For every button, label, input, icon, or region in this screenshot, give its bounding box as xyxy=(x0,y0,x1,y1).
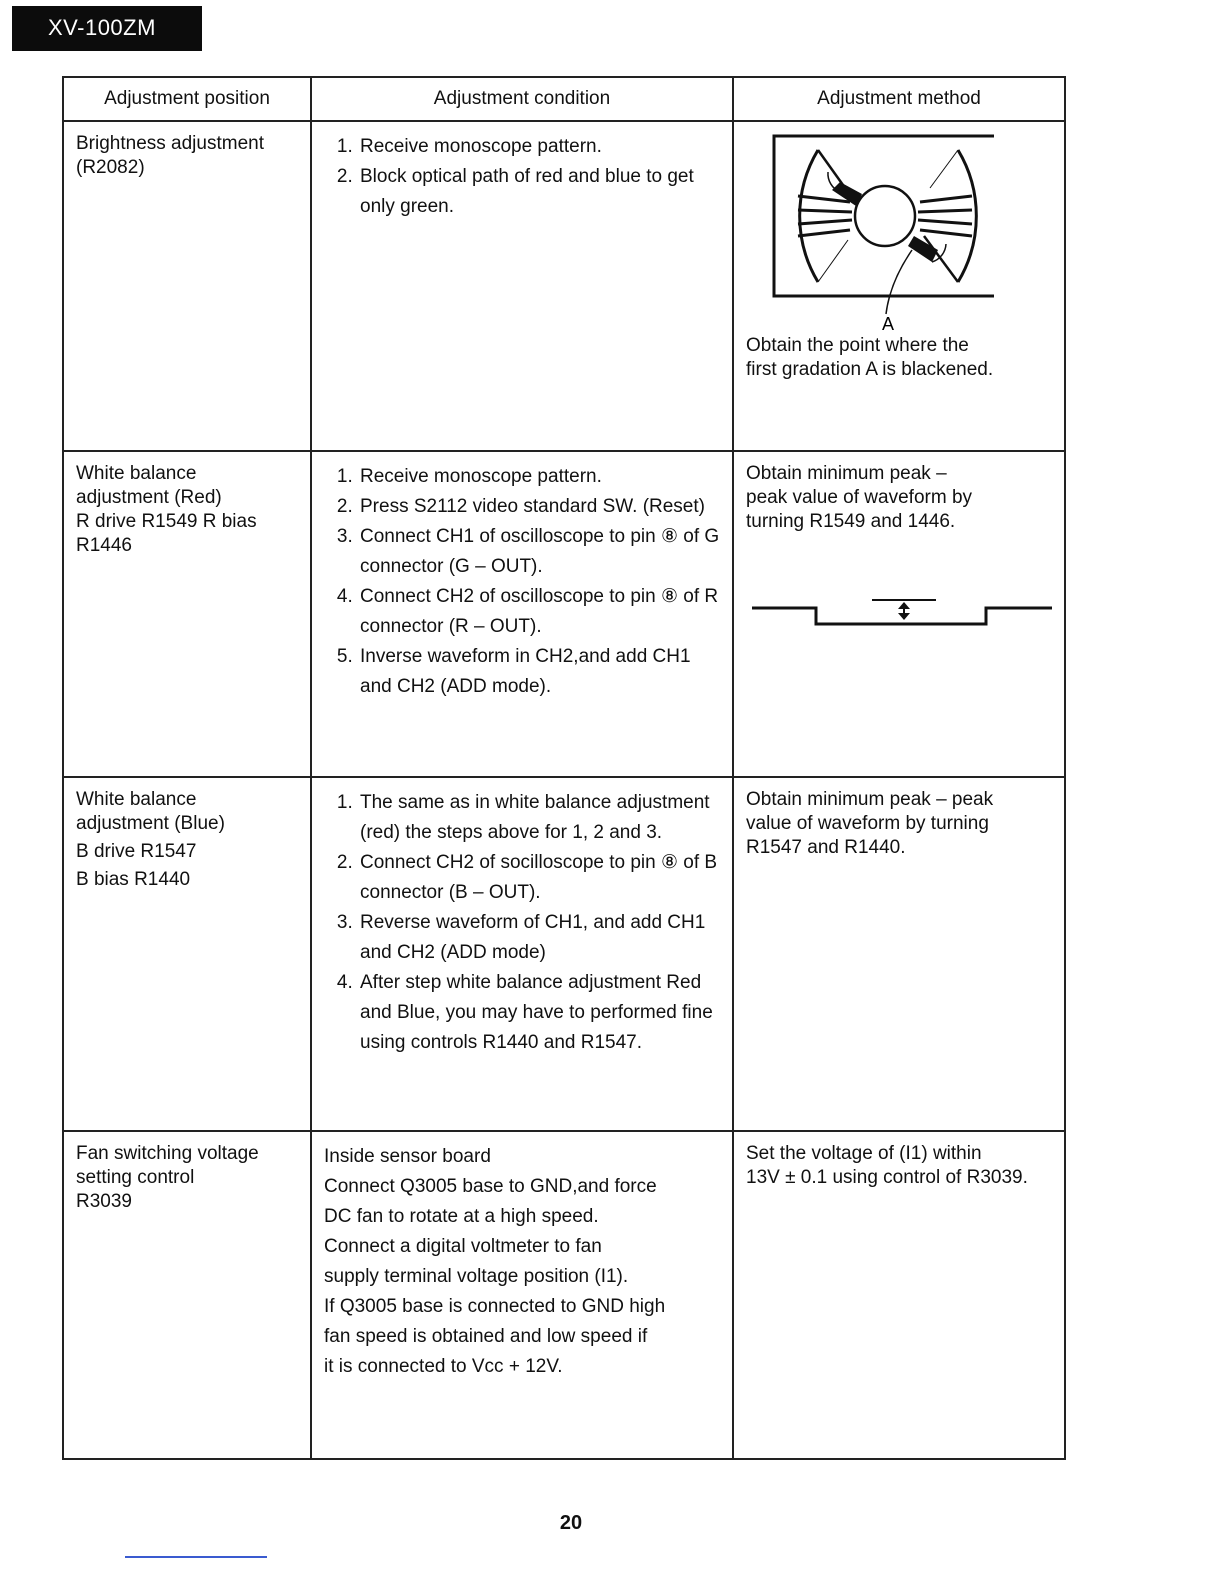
method-cell xyxy=(733,121,1065,451)
model-label: XV-100ZM xyxy=(12,6,202,51)
condition-lines xyxy=(324,1142,722,1382)
condition-line: it is connected to Vcc + 12V. xyxy=(324,1356,563,1377)
method-text xyxy=(746,462,1054,534)
condition-steps xyxy=(324,462,722,702)
condition-line: Inside sensor board xyxy=(324,1146,491,1167)
position-line: B bias R1440 xyxy=(76,869,191,890)
condition-cell xyxy=(311,1131,733,1459)
position-line: White balance xyxy=(76,789,197,810)
condition-step: 2. Connect CH2 of socilloscope to pin ⑧ of B connector (B – OUT). xyxy=(358,848,722,908)
method-line: 13V ± 0.1 using control of R3039. xyxy=(746,1167,1028,1188)
method-line: R1547 and R1440. xyxy=(746,837,906,858)
table-row xyxy=(63,121,1065,451)
position-line: R drive R1549 R bias xyxy=(76,511,257,532)
condition-step: 1. Receive monoscope pattern. xyxy=(358,132,722,162)
condition-step: 4. After step white balance adjustment Red and Blue, you may have to performed fine using controls R1440 and R1547. xyxy=(358,968,722,1058)
left-line xyxy=(798,210,852,212)
upper-right-ray xyxy=(930,150,958,188)
condition-cell xyxy=(311,451,733,777)
method-text xyxy=(746,788,1054,860)
method-line: value of waveform by turning xyxy=(746,813,989,834)
condition-step: 1. Receive monoscope pattern. xyxy=(358,462,722,492)
footer-rule xyxy=(125,1556,267,1558)
table-row xyxy=(63,1131,1065,1459)
method-line: Set the voltage of (I1) within xyxy=(746,1143,982,1164)
left-line xyxy=(798,220,852,224)
right-line xyxy=(918,220,972,224)
method-text xyxy=(746,334,1054,382)
condition-step: 2. Press S2112 video standard SW. (Reset) xyxy=(358,492,722,522)
position-line: adjustment (Blue) xyxy=(76,813,225,834)
right-line xyxy=(920,230,972,236)
arrow-up-icon xyxy=(898,602,910,609)
method-cell xyxy=(733,777,1065,1131)
position-line: adjustment (Red) xyxy=(76,487,222,508)
condition-steps xyxy=(324,788,722,1058)
table-row xyxy=(63,777,1065,1131)
waveform-diagram xyxy=(750,592,1054,632)
condition-step: 2. Block optical path of red and blue to get only green. xyxy=(358,162,722,222)
table-header-row xyxy=(63,77,1065,121)
position-cell xyxy=(63,451,311,777)
position-line: B drive R1547 xyxy=(76,841,197,862)
arrow-down-icon xyxy=(898,613,910,620)
right-line xyxy=(918,210,972,212)
position-cell xyxy=(63,777,311,1131)
left-line xyxy=(798,230,850,236)
condition-step: 3. Connect CH1 of oscilloscope to pin ⑧ of G connector (G – OUT). xyxy=(358,522,722,582)
position-line: White balance xyxy=(76,463,197,484)
position-line: setting control xyxy=(76,1167,195,1188)
method-line: Obtain the point where the xyxy=(746,335,969,356)
condition-step: 1. The same as in white balance adjustment (red) the steps above for 1, 2 and 3. xyxy=(358,788,722,848)
condition-line: fan speed is obtained and low speed if xyxy=(324,1326,648,1347)
condition-line: DC fan to rotate at a high speed. xyxy=(324,1206,599,1227)
lower-left-ray xyxy=(818,240,848,282)
method-line: first gradation A is blackened. xyxy=(746,359,994,380)
left-line xyxy=(798,196,850,202)
header-adjustment-method: Adjustment method xyxy=(733,77,1065,121)
condition-step: 5. Inverse waveform in CH2,and add CH1 and CH2 (ADD mode). xyxy=(358,642,722,702)
header-adjustment-condition: Adjustment condition xyxy=(311,77,733,121)
header-adjustment-position: Adjustment position xyxy=(63,77,311,121)
condition-cell xyxy=(311,777,733,1131)
method-line: turning R1549 and 1446. xyxy=(746,511,956,532)
condition-line: If Q3005 base is connected to GND high xyxy=(324,1296,666,1317)
method-cell xyxy=(733,1131,1065,1459)
method-line: Obtain minimum peak – peak xyxy=(746,789,994,810)
pointer-line xyxy=(886,250,912,314)
position-cell xyxy=(63,121,311,451)
table-row xyxy=(63,451,1065,777)
condition-step: 4. Connect CH2 of oscilloscope to pin ⑧ of R connector (R – OUT). xyxy=(358,582,722,642)
method-text xyxy=(746,1142,1054,1190)
method-line: Obtain minimum peak – xyxy=(746,463,947,484)
right-arc xyxy=(958,150,976,282)
condition-step: 3. Reverse waveform of CH1, and add CH1 and CH2 (ADD mode) xyxy=(358,908,722,968)
method-cell xyxy=(733,451,1065,777)
position-line: R3039 xyxy=(76,1191,132,1212)
position-line: Fan switching voltage xyxy=(76,1143,259,1164)
position-cell xyxy=(63,1131,311,1459)
right-line xyxy=(920,196,972,202)
page-number: 20 xyxy=(559,1512,583,1534)
gradation-block-lower xyxy=(908,236,938,262)
center-circle xyxy=(855,186,915,246)
diagram-label-a: A xyxy=(882,314,895,332)
position-line: Brightness adjustment xyxy=(76,133,264,154)
position-line: (R2082) xyxy=(76,157,145,178)
position-line: R1446 xyxy=(76,535,132,556)
monoscope-pattern-diagram xyxy=(762,132,994,332)
method-line: peak value of waveform by xyxy=(746,487,973,508)
condition-line: Connect a digital voltmeter to fan xyxy=(324,1236,602,1257)
condition-line: supply terminal voltage position (I1). xyxy=(324,1266,629,1287)
condition-line: Connect Q3005 base to GND,and force xyxy=(324,1176,657,1197)
condition-steps xyxy=(324,132,722,222)
adjustment-table xyxy=(62,76,1066,1460)
left-arc xyxy=(800,150,818,282)
condition-cell xyxy=(311,121,733,451)
